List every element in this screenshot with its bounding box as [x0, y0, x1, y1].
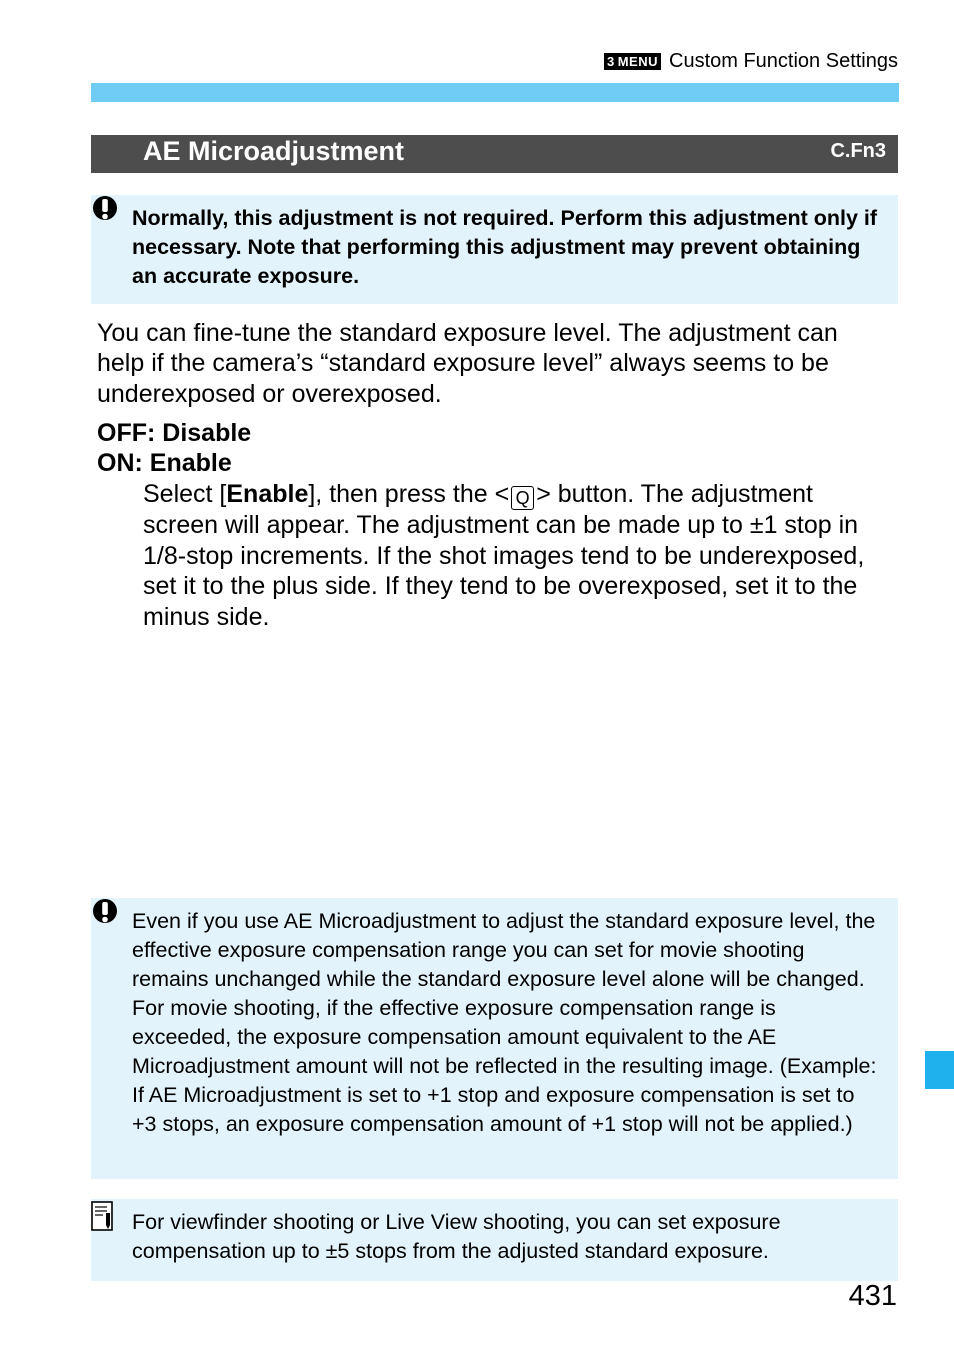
section-title: AE Microadjustment	[143, 136, 405, 166]
note-icon	[91, 1201, 115, 1233]
caution-box	[91, 195, 898, 304]
intro-paragraph: You can fine-tune the standard exposure level. The adjustment can help if the camera’s “standard exposure level” always seems to be underexposed or overexposed.	[97, 319, 838, 408]
caution-text: Even if you use AE Microadjustment to adjust the standard exposure level, the effective exposure compensation range you can set for movie shooting remains unchanged while the standard exposure level alone will be changed. For movie shooting, if the effective exposure compensation range is exceeded, the exposure compensation amount equivalent to the AE Microadjustment amount will not be reflected in the resulting image. (Example: If AE Microadjustment is set to +1 stop and exposure compensation is set to +3 stops, an exposure compensation amount of +1 stop will not be applied.)	[132, 909, 877, 1136]
option-on-description	[143, 479, 893, 632]
section-name: Custom Function Settings	[669, 50, 898, 72]
header-accent-bar	[91, 83, 899, 102]
q-button-icon: Q	[511, 486, 534, 510]
desc-mid: ], then press the <	[308, 480, 510, 508]
note-box	[91, 1199, 898, 1281]
caution-box-movie	[91, 898, 898, 1179]
caution-icon	[91, 898, 119, 928]
desc-rest: > button. The adjustment screen will appear. The adjustment can be made up to ±1 stop in 1/8-stop increments. If the shot images tend to be underexposed, set it to the plus side. If they tend to be overexposed, set it to the minus side.	[143, 480, 865, 631]
caution-icon	[91, 195, 119, 225]
desc-enable: Enable	[226, 480, 309, 508]
menu-number: 3	[606, 54, 615, 69]
desc-prefix: Select [	[143, 480, 227, 508]
section-title-bar	[91, 135, 898, 173]
menu-label: MENU	[617, 54, 658, 69]
chapter-tab	[925, 1051, 954, 1089]
option-off: OFF: Disable	[97, 419, 252, 447]
menu-badge	[604, 53, 661, 70]
caution-text: Normally, this adjustment is not required. Perform this adjustment only if necessary. Note that performing this adjustment may prevent obtaining an accurate exposure.	[132, 206, 878, 288]
option-on: ON: Enable	[97, 449, 232, 477]
page-header	[604, 50, 898, 73]
page-number: 431	[848, 1280, 897, 1312]
custom-function-code: C.Fn3	[830, 140, 886, 162]
note-text: For viewfinder shooting or Live View shooting, you can set exposure compensation up to ±5 stops from the adjusted standard exposure.	[132, 1210, 781, 1263]
